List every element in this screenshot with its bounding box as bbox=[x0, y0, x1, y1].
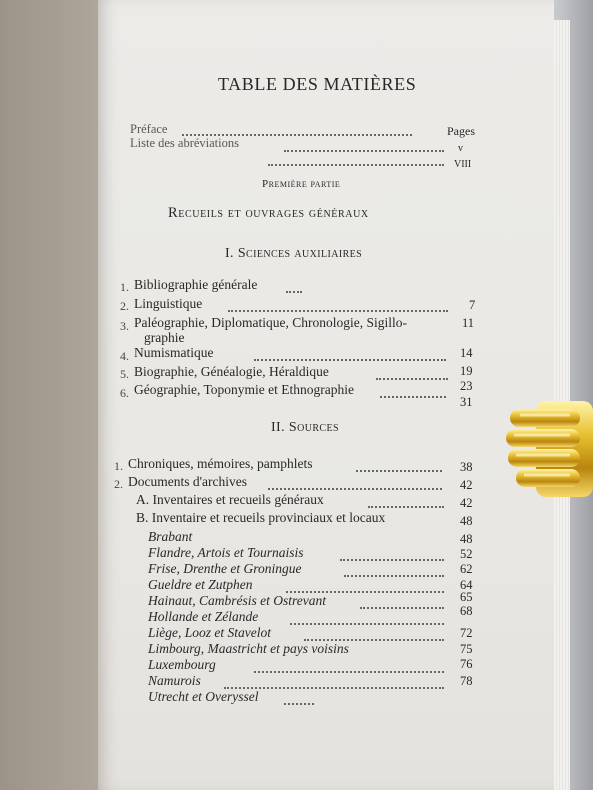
book-page bbox=[98, 0, 554, 790]
entry-number: 4. bbox=[120, 349, 129, 363]
page-number: 7 bbox=[469, 298, 476, 312]
leader-dots bbox=[290, 623, 444, 625]
region-label: Hainaut, Cambrésis et Ostrevant bbox=[148, 593, 326, 608]
page-number: 65 bbox=[460, 590, 473, 604]
entry-label: Chroniques, mémoires, pamphlets bbox=[128, 456, 313, 471]
region-label: Liège, Looz et Stavelot bbox=[148, 625, 271, 640]
leader-dots bbox=[286, 291, 302, 293]
part-label: Première partie bbox=[262, 178, 341, 190]
region-label: Flandre, Artois et Tournaisis bbox=[148, 545, 304, 560]
leader-dots bbox=[360, 607, 444, 609]
leader-dots bbox=[368, 506, 444, 508]
page-number: 11 bbox=[462, 316, 475, 330]
entry-number: 2. bbox=[114, 477, 123, 491]
entry-number: 3. bbox=[120, 319, 129, 333]
front-matter-preface: Préface bbox=[130, 122, 168, 136]
page-number: 42 bbox=[460, 496, 473, 510]
entry-label: Linguistique bbox=[134, 296, 203, 311]
page-number: 48 bbox=[460, 514, 473, 528]
region-label: Frise, Drenthe et Groningue bbox=[148, 561, 302, 576]
region-label: Utrecht et Overyssel bbox=[148, 689, 259, 704]
page-number: 31 bbox=[460, 395, 473, 409]
entry-label: Paléographie, Diplomatique, Chronologie, Sigillo- bbox=[134, 315, 407, 330]
page-number: 42 bbox=[460, 478, 473, 492]
page-number: 48 bbox=[460, 532, 473, 546]
leader-dots bbox=[228, 310, 448, 312]
entry-label: Biographie, Généalogie, Héraldique bbox=[134, 364, 329, 379]
entry-label: Géographie, Toponymie et Ethnographie bbox=[134, 382, 354, 397]
page-number: 14 bbox=[460, 346, 473, 360]
page-title: TABLE DES MATIÈRES bbox=[218, 74, 417, 94]
page-number: 72 bbox=[460, 626, 473, 640]
section-title: Recueils et ouvrages généraux bbox=[168, 205, 369, 221]
page-number: 19 bbox=[460, 364, 473, 378]
leader-dots bbox=[344, 575, 444, 577]
sub-entry-label: A. Inventaires et recueils généraux bbox=[136, 492, 324, 507]
page-number: 68 bbox=[460, 604, 473, 618]
page-number: 75 bbox=[460, 642, 473, 656]
region-label: Gueldre et Zutphen bbox=[148, 577, 253, 592]
page-number: 52 bbox=[460, 547, 473, 561]
leader-dots bbox=[340, 559, 444, 561]
region-label: Brabant bbox=[148, 529, 193, 544]
leader-dots bbox=[380, 396, 446, 398]
entry-label-continued: graphie bbox=[144, 330, 185, 345]
page-number: 23 bbox=[460, 379, 473, 393]
leader-dots bbox=[284, 703, 314, 705]
leader-dots bbox=[268, 488, 442, 490]
region-label: Hollande et Zélande bbox=[148, 609, 259, 624]
entry-label: Bibliographie générale bbox=[134, 277, 258, 292]
entry-number: 1. bbox=[120, 280, 129, 294]
entry-number: 6. bbox=[120, 386, 129, 400]
page-number: 64 bbox=[460, 578, 473, 592]
entry-number: 2. bbox=[120, 299, 129, 313]
leader-dots bbox=[254, 359, 446, 361]
entry-label: Numismatique bbox=[134, 345, 214, 360]
page-number: 76 bbox=[460, 657, 473, 671]
page-number: 62 bbox=[460, 562, 473, 576]
gold-clip-icon bbox=[500, 395, 593, 505]
front-matter-abbreviations: Liste des abréviations bbox=[130, 136, 239, 150]
leader-dots bbox=[268, 164, 444, 166]
pages-heading: Pages bbox=[447, 124, 475, 138]
entry-number: 5. bbox=[120, 367, 129, 381]
section-heading: I. Sciences auxiliaires bbox=[225, 246, 363, 261]
leader-dots bbox=[376, 378, 448, 380]
section-heading: II. Sources bbox=[271, 420, 339, 435]
region-label: Luxembourg bbox=[148, 657, 216, 672]
page-number: VIII bbox=[454, 159, 472, 170]
page-number: 78 bbox=[460, 674, 473, 688]
sub-entry-label: B. Inventaire et recueils provinciaux et locaux bbox=[136, 510, 386, 525]
page-number: 38 bbox=[460, 460, 473, 474]
leader-dots bbox=[284, 150, 444, 152]
page-number: v bbox=[458, 143, 463, 154]
leader-dots bbox=[356, 470, 442, 472]
region-label: Limbourg, Maastricht et pays voisins bbox=[148, 641, 349, 656]
entry-label: Documents d'archives bbox=[128, 474, 248, 489]
entry-number: 1. bbox=[114, 459, 123, 473]
region-label: Namurois bbox=[148, 673, 201, 688]
leader-dots bbox=[254, 671, 444, 673]
